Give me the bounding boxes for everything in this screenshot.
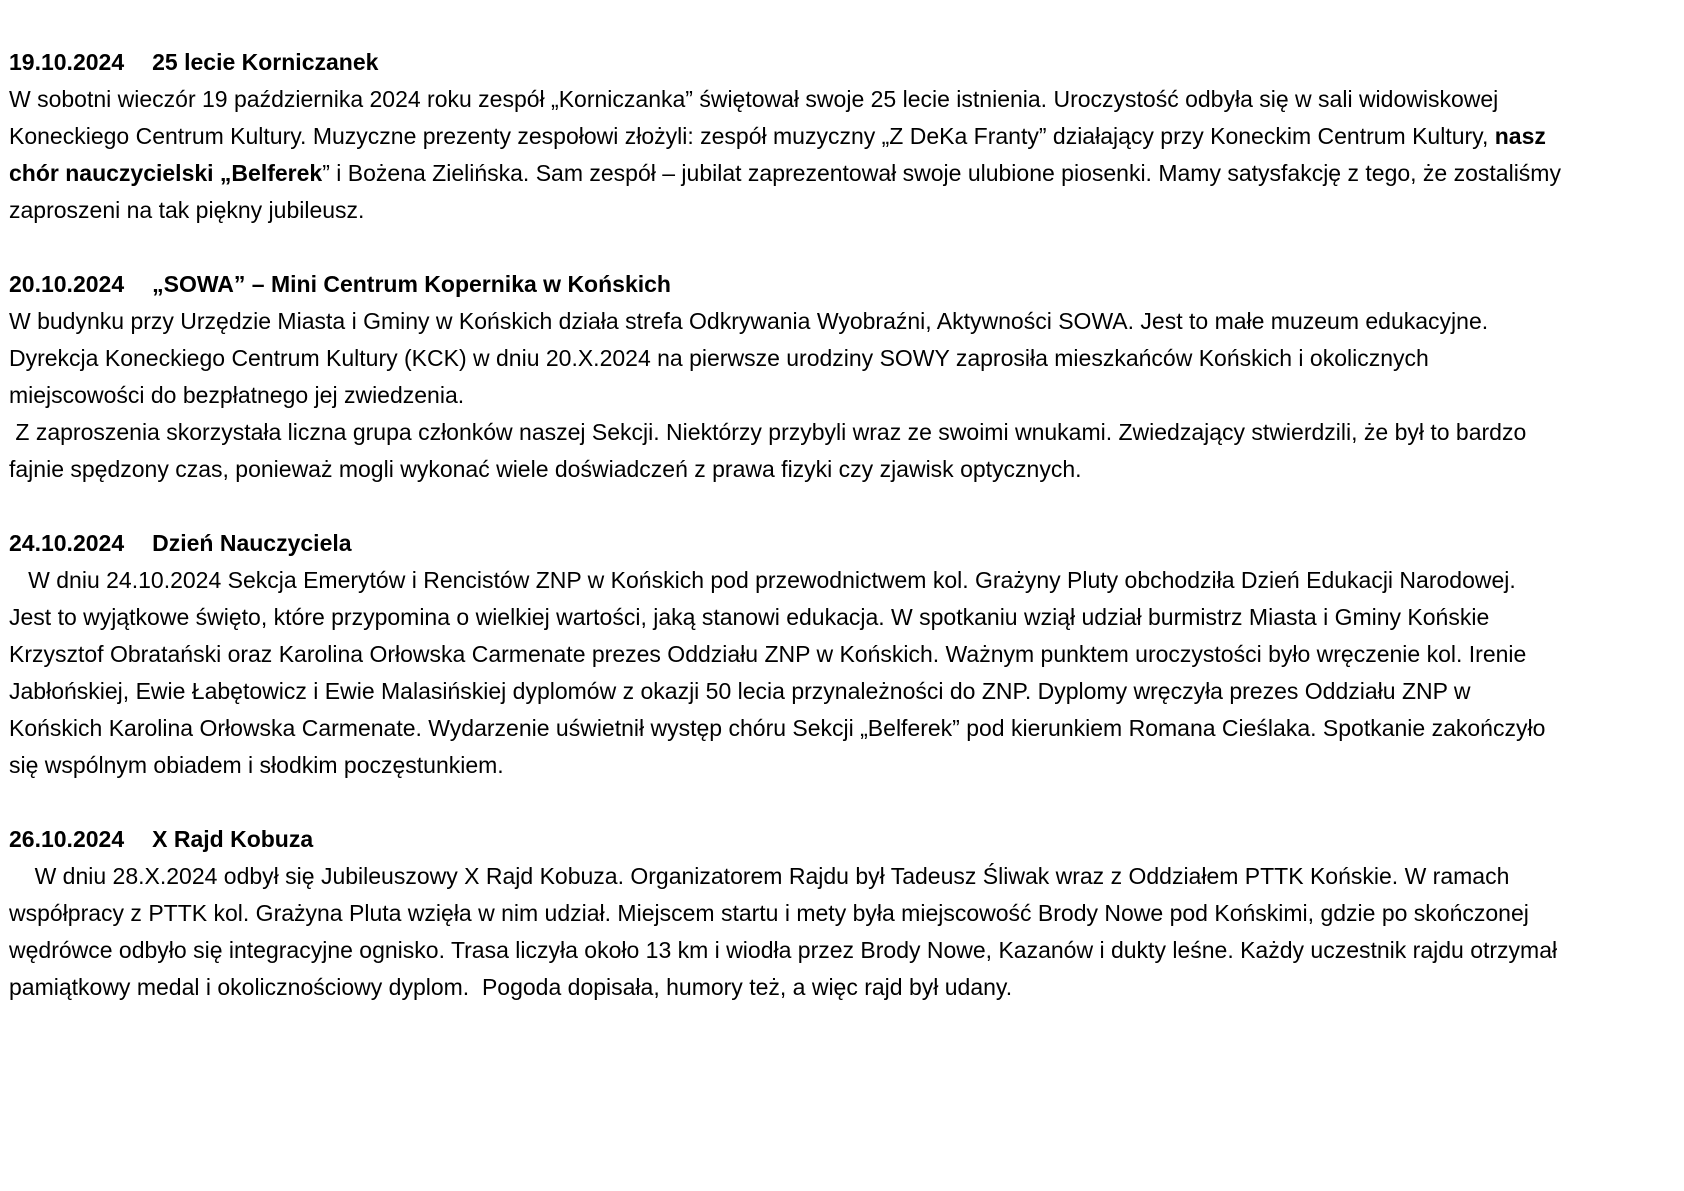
section-title: 25 lecie Korniczanek bbox=[152, 49, 379, 75]
text-run: W sobotni wieczór 19 października 2024 roku zespół „Korniczanka” świętował swoje 25 lecie istnienia. Uroczystość odbyła się w sali widowiskowej Koneckiego Centrum Kultury. Muzyczne prezenty zespołowi złożyli: zespół muzyczny „Z DeKa Franty” działający przy Koneckim Centrum Kultury, bbox=[9, 86, 1505, 149]
section-heading bbox=[9, 821, 1564, 858]
section-date: 24.10.2024 bbox=[9, 530, 125, 556]
text-run: Z zaproszenia skorzystała liczna grupa członków naszej Sekcji. Niektórzy przybyli wraz ze swoimi wnukami. Zwiedzający stwierdzili, że był to bardzo fajnie spędzony czas, ponieważ mogli wykonać wiele doświadczeń z prawa fizyki czy zjawisk optycznych. bbox=[9, 419, 1533, 482]
section-date: 26.10.2024 bbox=[9, 826, 125, 852]
paragraph bbox=[9, 858, 1564, 1006]
section-sowa-mini-centrum bbox=[9, 266, 1564, 488]
section-heading bbox=[9, 266, 1564, 303]
text-run: ” i Bożena Zielińska. Sam zespół – jubilat zaprezentował swoje ulubione piosenki. Mamy satysfakcję z tego, że zostaliśmy zaproszeni na tak piękny jubileusz. bbox=[9, 160, 1568, 223]
text-run: W dniu 28.X.2024 odbył się Jubileuszowy X Rajd Kobuza. Organizatorem Rajdu był Tadeusz Śliwak wraz z Oddziałem PTTK Końskie. W ramach współpracy z PTTK kol. Grażyna Pluta wzięła w nim udział. Miejscem startu i mety była miejscowość Brody Nowe pod Końskimi, gdzie po skończonej wędrówce odbyło się integracyjne ognisko. Trasa liczyła około 13 km i wiodła przez Brody Nowe, Kazanów i dukty leśne. Każdy uczestnik rajdu otrzymał pamiątkowy medal i okolicznościowy dyplom. Pogoda dopisała, humory też, a więc rajd był udany. bbox=[9, 863, 1564, 1000]
paragraph bbox=[9, 303, 1564, 414]
section-title: Dzień Nauczyciela bbox=[152, 530, 352, 556]
section-25-lecie-korniczanek bbox=[9, 44, 1568, 229]
bold-text-run: nasz chór nauczycielski „Belferek bbox=[9, 123, 1553, 186]
paragraph bbox=[9, 414, 1564, 488]
section-x-rajd-kobuza bbox=[9, 821, 1564, 1006]
text-run: W budynku przy Urzędzie Miasta i Gminy w Końskich działa strefa Odkrywania Wyobraźni, Aktywności SOWA. Jest to małe muzeum edukacyjne. Dyrekcja Koneckiego Centrum Kultury (KCK) w dniu 20.X.2024 na pierwsze urodziny SOWY zaprosiła mieszkańców Końskich i okolicznych miejscowości do bezpłatnego jej zwiedzenia. bbox=[9, 308, 1495, 408]
section-heading bbox=[9, 525, 1564, 562]
section-dzien-nauczyciela bbox=[9, 525, 1564, 784]
section-date: 20.10.2024 bbox=[9, 271, 125, 297]
paragraph bbox=[9, 562, 1564, 784]
section-heading bbox=[9, 44, 1564, 81]
section-title: „SOWA” – Mini Centrum Kopernika w Końskich bbox=[152, 271, 671, 297]
section-date: 19.10.2024 bbox=[9, 49, 125, 75]
paragraph bbox=[9, 81, 1568, 229]
text-run: W dniu 24.10.2024 Sekcja Emerytów i Rencistów ZNP w Końskich pod przewodnictwem kol. Grażyny Pluty obchodziła Dzień Edukacji Narodowej. Jest to wyjątkowe święto, które przypomina o wielkiej wartości, jaką stanowi edukacja. W spotkaniu wziął udział burmistrz Miasta i Gminy Końskie Krzysztof Obratański oraz Karolina Orłowska Carmenate prezes Oddziału ZNP w Końskich. Ważnym punktem uroczystości było wręczenie kol. Irenie Jabłońskiej, Ewie Łabętowicz i Ewie Malasińskiej dyplomów z okazji 50 lecia przynależności do ZNP. Dyplomy wręczyła prezes Oddziału ZNP w Końskich Karolina Orłowska Carmenate. Wydarzenie uświetnił występ chóru Sekcji „Belferek” pod kierunkiem Romana Cieślaka. Spotkanie zakończyło się wspólnym obiadem i słodkim poczęstunkiem. bbox=[9, 567, 1552, 778]
section-title: X Rajd Kobuza bbox=[152, 826, 314, 852]
